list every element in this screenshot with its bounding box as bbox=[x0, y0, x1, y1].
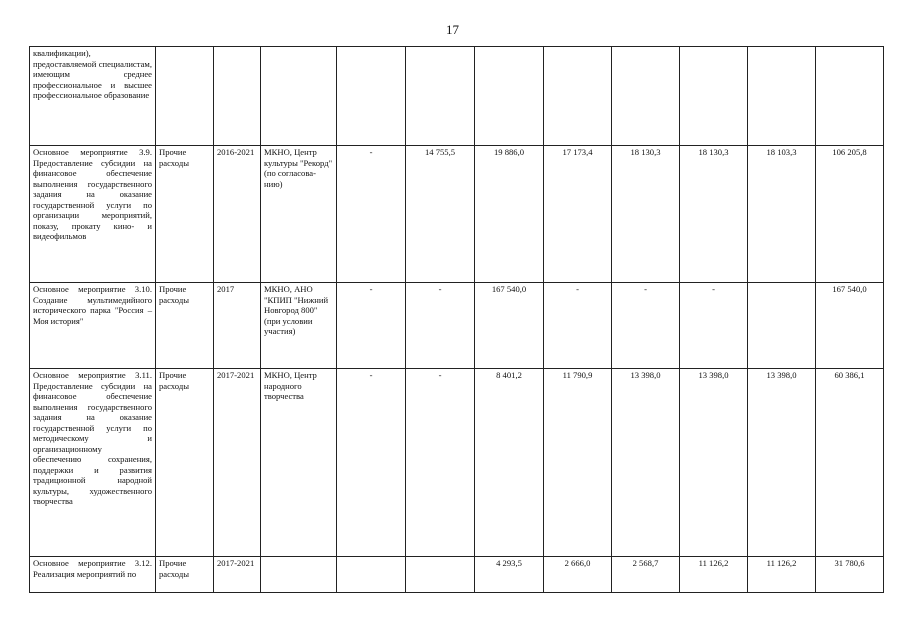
value-cell: 17 173,4 bbox=[544, 146, 612, 283]
value-cell: 8 401,2 bbox=[475, 369, 544, 557]
value-cell: - bbox=[406, 283, 475, 369]
value-cell: - bbox=[680, 283, 748, 369]
value-cell: 2 666,0 bbox=[544, 557, 612, 593]
value-cell: 18 103,3 bbox=[748, 146, 816, 283]
years-cell: 2017-2021 bbox=[214, 557, 261, 593]
value-cell bbox=[406, 47, 475, 146]
value-cell: - bbox=[406, 369, 475, 557]
years-cell bbox=[214, 47, 261, 146]
value-cell: 13 398,0 bbox=[748, 369, 816, 557]
value-cell: - bbox=[337, 146, 406, 283]
executor-cell: МКНО, Центр народного творчества bbox=[261, 369, 337, 557]
value-cell: 14 755,5 bbox=[406, 146, 475, 283]
years-cell: 2017 bbox=[214, 283, 261, 369]
table-row bbox=[30, 146, 884, 283]
value-cell: 18 130,3 bbox=[612, 146, 680, 283]
value-cell bbox=[406, 557, 475, 593]
value-cell: 11 790,9 bbox=[544, 369, 612, 557]
page-number: 17 bbox=[446, 22, 459, 37]
table-row bbox=[30, 557, 884, 593]
value-cell: 2 568,7 bbox=[612, 557, 680, 593]
expense-type-cell: Прочие расходы bbox=[156, 557, 214, 593]
value-cell bbox=[748, 283, 816, 369]
value-cell: 106 205,8 bbox=[816, 146, 884, 283]
executor-cell bbox=[261, 47, 337, 146]
activity-name-cell: Основное мероприятие 3.11. Предоставление субсидии на финансовое обеспечение выполнения государственного задания на оказание государственной услуги по методическому и организационному обеспечению сохранения, поддержки и развития традиционной народной культуры, художественного творчества bbox=[30, 369, 156, 557]
years-cell: 2016-2021 bbox=[214, 146, 261, 283]
value-cell: - bbox=[544, 283, 612, 369]
value-cell bbox=[337, 557, 406, 593]
value-cell: 11 126,2 bbox=[680, 557, 748, 593]
value-cell: 167 540,0 bbox=[816, 283, 884, 369]
activity-name-cell: Основное мероприятие 3.10. Создание мультимедийного исторического парка "Россия – Моя история" bbox=[30, 283, 156, 369]
table-row bbox=[30, 47, 884, 146]
table-row bbox=[30, 369, 884, 557]
value-cell bbox=[475, 47, 544, 146]
value-cell: 167 540,0 bbox=[475, 283, 544, 369]
expense-type-cell: Прочие расходы bbox=[156, 283, 214, 369]
expense-type-cell bbox=[156, 47, 214, 146]
expense-type-cell: Прочие расходы bbox=[156, 146, 214, 283]
value-cell: - bbox=[612, 283, 680, 369]
executor-cell bbox=[261, 557, 337, 593]
value-cell: 18 130,3 bbox=[680, 146, 748, 283]
value-cell: 13 398,0 bbox=[680, 369, 748, 557]
activity-name-cell: квалификации), предоставляемой специалистам, имеющим среднее профессиональное и высшее профессиональное образование bbox=[30, 47, 156, 146]
executor-cell: МКНО, Центр культуры "Рекорд" (по согласова-нию) bbox=[261, 146, 337, 283]
value-cell: - bbox=[337, 283, 406, 369]
value-cell: 31 780,6 bbox=[816, 557, 884, 593]
value-cell: 60 386,1 bbox=[816, 369, 884, 557]
value-cell: 4 293,5 bbox=[475, 557, 544, 593]
table-row bbox=[30, 283, 884, 369]
value-cell bbox=[612, 47, 680, 146]
value-cell: - bbox=[337, 369, 406, 557]
value-cell bbox=[544, 47, 612, 146]
value-cell: 19 886,0 bbox=[475, 146, 544, 283]
activity-name-cell: Основное мероприятие 3.12. Реализация мероприятий по bbox=[30, 557, 156, 593]
value-cell: 11 126,2 bbox=[748, 557, 816, 593]
value-cell bbox=[680, 47, 748, 146]
budget-table bbox=[29, 46, 884, 593]
activity-name-cell: Основное мероприятие 3.9. Предоставление субсидии на финансовое обеспечение выполнения государственного задания на оказание государственной услуги по организации мероприятий, показу, прокату кино- и видеофильмов bbox=[30, 146, 156, 283]
years-cell: 2017-2021 bbox=[214, 369, 261, 557]
value-cell bbox=[748, 47, 816, 146]
executor-cell: МКНО, АНО "КПИП "Нижний Новгород 800" (при условии участия) bbox=[261, 283, 337, 369]
value-cell bbox=[337, 47, 406, 146]
value-cell: 13 398,0 bbox=[612, 369, 680, 557]
value-cell bbox=[816, 47, 884, 146]
expense-type-cell: Прочие расходы bbox=[156, 369, 214, 557]
